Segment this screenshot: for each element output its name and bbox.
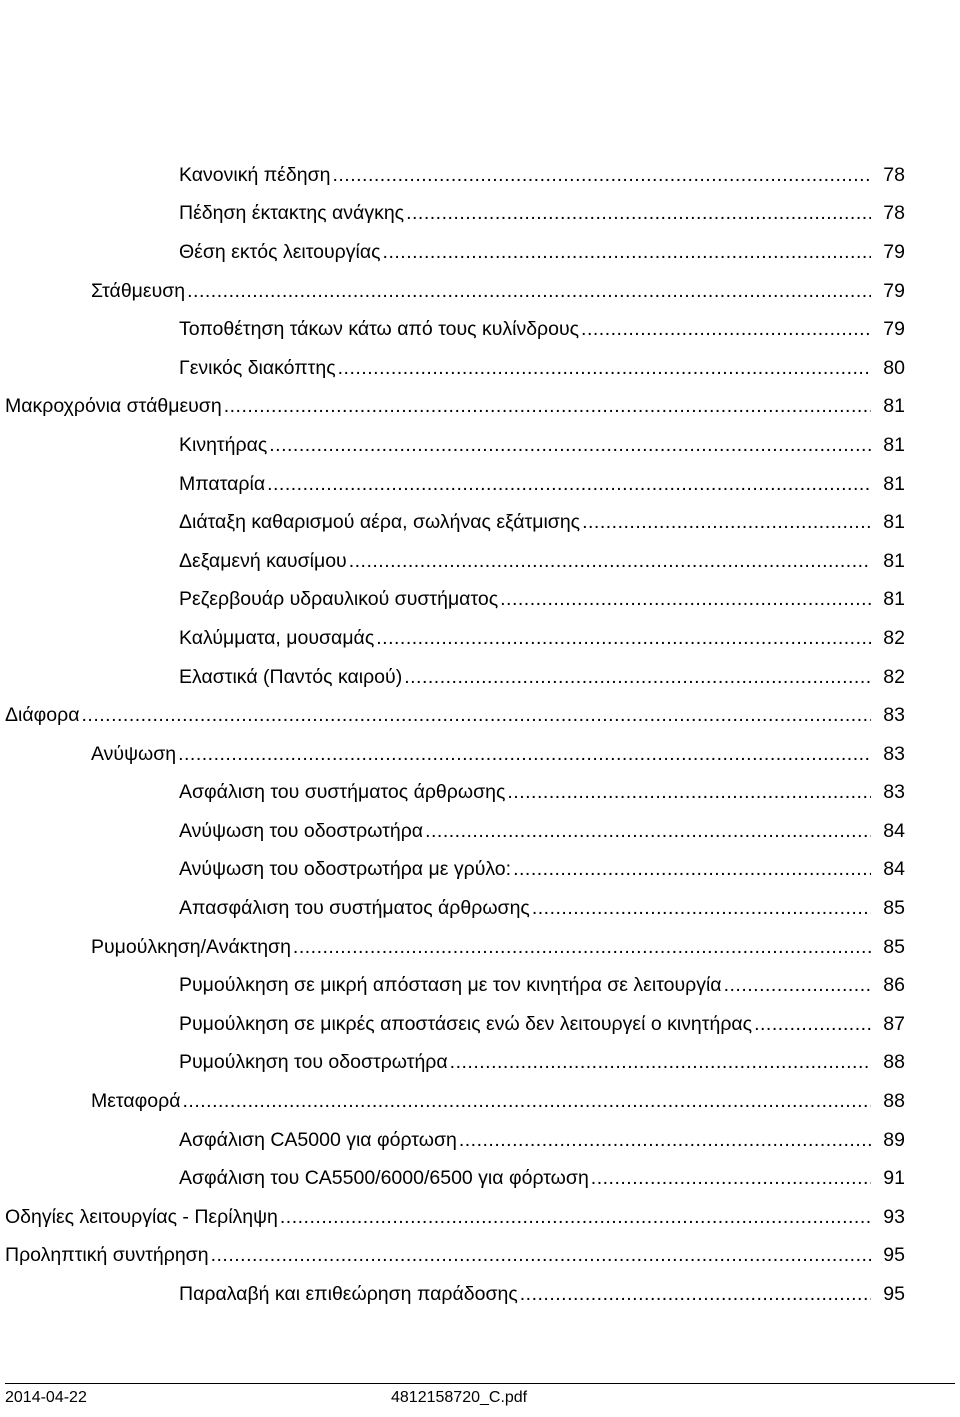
toc-entry-title: Θέση εκτός λειτουργίας — [179, 240, 381, 263]
toc-entry-title: Διάφορα — [5, 704, 80, 727]
toc-dot-leader — [82, 704, 872, 727]
toc-entry-title: Μπαταρία — [179, 472, 266, 495]
toc-entry-page-number: 81 — [883, 511, 905, 534]
toc-entry-page-number: 81 — [883, 549, 905, 572]
toc-entry-page-number: 83 — [883, 742, 905, 765]
toc-entry-title: Ανύψωση του οδοστρωτήρα με γρύλο: — [179, 858, 512, 881]
toc-entry[interactable] — [0, 426, 960, 465]
toc-entry-page-number: 89 — [883, 1128, 905, 1151]
toc-entry[interactable] — [0, 272, 960, 311]
toc-entry-title: Ασφάλιση του CA5500/6000/6500 για φόρτωση — [179, 1167, 589, 1190]
toc-entry-title: Ρυμούλκηση σε μικρές αποστάσεις ενώ δεν λειτουργεί ο κινητήρας — [179, 1012, 753, 1035]
toc-dot-leader — [267, 473, 871, 496]
toc-entry-page-number: 81 — [883, 588, 905, 611]
toc-dot-leader — [269, 434, 871, 457]
toc-dot-leader — [349, 550, 871, 573]
toc-entry[interactable] — [0, 310, 960, 349]
toc-dot-leader — [582, 511, 871, 534]
toc-entry-title: Στάθμευση — [91, 279, 186, 302]
toc-entry-page-number: 84 — [883, 858, 905, 881]
toc-entry-title: Ρυμούλκηση σε μικρή απόσταση με τον κινητήρα σε λειτουργία — [179, 974, 722, 997]
toc-entry[interactable] — [0, 465, 960, 504]
toc-entry-page-number: 85 — [883, 935, 905, 958]
toc-entry-page-number: 79 — [883, 279, 905, 302]
toc-entry[interactable] — [0, 696, 960, 735]
toc-entry-page-number: 84 — [883, 819, 905, 842]
toc-entry-title: Καλύμματα, μουσαμάς — [179, 626, 375, 649]
toc-entry[interactable] — [0, 928, 960, 967]
toc-entry[interactable] — [0, 1044, 960, 1083]
toc-entry[interactable] — [0, 1005, 960, 1044]
toc-entry-title: Μακροχρόνια στάθμευση — [5, 395, 222, 418]
toc-dot-leader — [581, 318, 871, 341]
toc-entry-title: Προληπτική συντήρηση — [5, 1244, 209, 1267]
toc-dot-leader — [376, 627, 871, 650]
toc-entry[interactable] — [0, 889, 960, 928]
toc-entry-page-number: 82 — [883, 665, 905, 688]
toc-entry[interactable] — [0, 388, 960, 427]
toc-entry-title: Τοποθέτηση τάκων κάτω από τους κυλίνδρους — [179, 318, 580, 341]
toc-entry-title: Ανύψωση — [91, 742, 177, 765]
toc-entry-title: Ρυμούλκηση/Ανάκτηση — [91, 935, 291, 958]
toc-dot-leader — [183, 1090, 872, 1113]
toc-dot-leader — [450, 1051, 871, 1074]
toc-entry-title: Δεξαμενή καυσίμου — [179, 549, 347, 572]
toc-dot-leader — [406, 202, 871, 225]
footer-date: 2014-04-22 — [5, 1389, 87, 1406]
toc-entry-page-number: 87 — [883, 1012, 905, 1035]
toc-dot-leader — [224, 395, 871, 418]
toc-dot-leader — [754, 1013, 871, 1036]
toc-entry-page-number: 79 — [883, 240, 905, 263]
toc-entry[interactable] — [0, 1198, 960, 1237]
toc-entry-page-number: 93 — [883, 1205, 905, 1228]
toc-dot-leader — [520, 1283, 871, 1306]
toc-entry-page-number: 83 — [883, 781, 905, 804]
toc-entry[interactable] — [0, 1275, 960, 1314]
toc-entry-page-number: 88 — [883, 1051, 905, 1074]
toc-entry[interactable] — [0, 812, 960, 851]
toc-entry[interactable] — [0, 851, 960, 890]
toc-entry-page-number: 82 — [883, 626, 905, 649]
toc-dot-leader — [178, 743, 871, 766]
toc-entry-page-number: 86 — [883, 974, 905, 997]
toc-entry[interactable] — [0, 156, 960, 195]
toc-entry-title: Ασφάλιση CA5000 για φόρτωση — [179, 1128, 457, 1151]
toc-entry-page-number: 85 — [883, 897, 905, 920]
toc-entry[interactable] — [0, 735, 960, 774]
toc-entry-title: Κινητήρας — [179, 433, 268, 456]
table-of-contents — [0, 156, 960, 1314]
toc-entry[interactable] — [0, 658, 960, 697]
toc-entry-title: Κανονική πέδηση — [179, 163, 331, 186]
footer-divider — [5, 1383, 955, 1384]
toc-entry[interactable] — [0, 966, 960, 1005]
toc-entry[interactable] — [0, 233, 960, 272]
toc-entry-title: Πέδηση έκτακτης ανάγκης — [179, 202, 405, 225]
toc-entry[interactable] — [0, 1121, 960, 1160]
toc-dot-leader — [404, 666, 871, 689]
toc-entry[interactable] — [0, 1237, 960, 1276]
toc-entry-page-number: 78 — [883, 163, 905, 186]
toc-entry-title: Μεταφορά — [91, 1090, 181, 1113]
toc-dot-leader — [280, 1206, 871, 1229]
toc-dot-leader — [383, 241, 871, 264]
toc-dot-leader — [425, 820, 871, 843]
toc-entry[interactable] — [0, 774, 960, 813]
toc-entry-page-number: 81 — [883, 472, 905, 495]
toc-entry[interactable] — [0, 1159, 960, 1198]
toc-entry-title: Ανύψωση του οδοστρωτήρα — [179, 819, 424, 842]
toc-entry[interactable] — [0, 195, 960, 234]
toc-entry-title: Ελαστικά (Παντός καιρού) — [179, 665, 403, 688]
toc-entry-title: Γενικός διακόπτης — [179, 356, 336, 379]
toc-dot-leader — [500, 588, 871, 611]
toc-dot-leader — [211, 1244, 871, 1267]
toc-entry[interactable] — [0, 581, 960, 620]
toc-dot-leader — [513, 858, 871, 881]
toc-entry-title: Παραλαβή και επιθεώρηση παράδοσης — [179, 1283, 518, 1306]
toc-dot-leader — [187, 280, 871, 303]
toc-entry-page-number: 95 — [883, 1244, 905, 1267]
toc-entry[interactable] — [0, 349, 960, 388]
toc-entry[interactable] — [0, 542, 960, 581]
toc-entry-page-number: 95 — [883, 1283, 905, 1306]
toc-entry[interactable] — [0, 503, 960, 542]
toc-entry-title: Απασφάλιση του συστήματος άρθρωσης — [179, 897, 530, 920]
toc-dot-leader — [724, 974, 871, 997]
toc-entry-title: Ρυμούλκηση του οδοστρωτήρα — [179, 1051, 448, 1074]
toc-dot-leader — [507, 781, 871, 804]
toc-entry[interactable] — [0, 1082, 960, 1121]
toc-entry-page-number: 78 — [883, 202, 905, 225]
toc-entry-page-number: 91 — [883, 1167, 905, 1190]
toc-dot-leader — [293, 936, 871, 959]
toc-dot-leader — [532, 897, 871, 920]
toc-entry-page-number: 88 — [883, 1090, 905, 1113]
toc-dot-leader — [459, 1129, 871, 1152]
toc-dot-leader — [338, 357, 871, 380]
toc-entry-title: Ρεζερβουάρ υδραυλικού συστήματος — [179, 588, 499, 611]
toc-entry-page-number: 81 — [883, 395, 905, 418]
toc-dot-leader — [591, 1167, 871, 1190]
toc-entry-title: Διάταξη καθαρισμού αέρα, σωλήνας εξάτμισης — [179, 511, 581, 534]
toc-entry-page-number: 79 — [883, 318, 905, 341]
toc-entry-page-number: 80 — [883, 356, 905, 379]
toc-entry-page-number: 83 — [883, 704, 905, 727]
toc-entry-page-number: 81 — [883, 433, 905, 456]
toc-entry[interactable] — [0, 619, 960, 658]
footer-filename: 4812158720_C.pdf — [391, 1389, 528, 1406]
toc-entry-title: Ασφάλιση του συστήματος άρθρωσης — [179, 781, 506, 804]
toc-entry-title: Οδηγίες λειτουργίας - Περίληψη — [5, 1205, 278, 1228]
toc-dot-leader — [332, 164, 871, 187]
